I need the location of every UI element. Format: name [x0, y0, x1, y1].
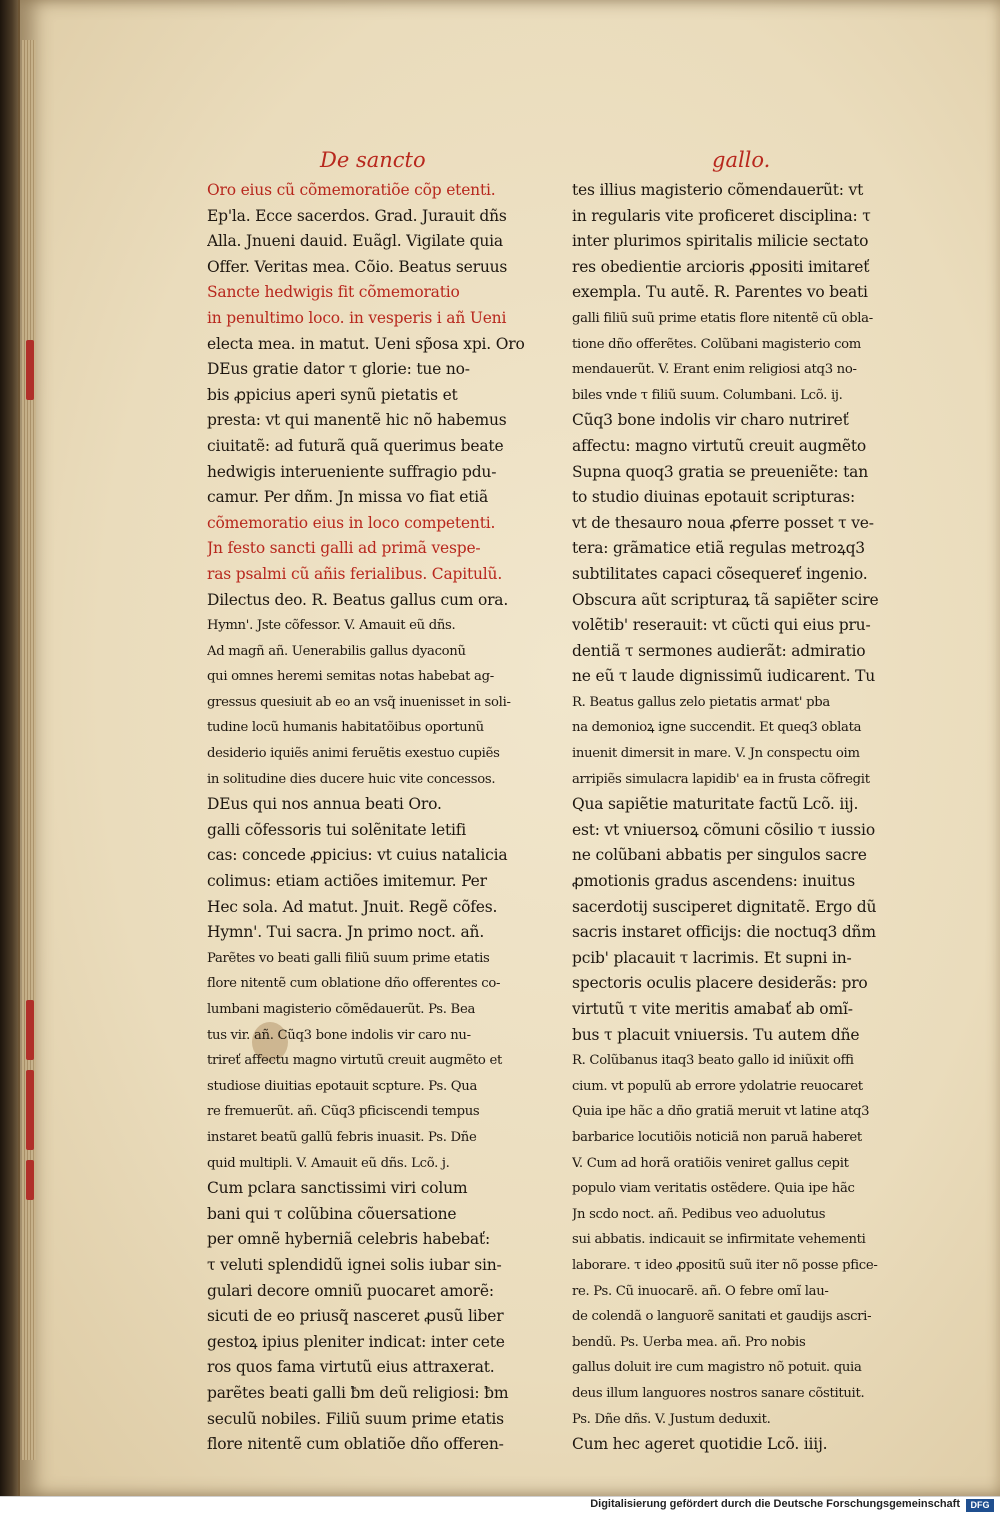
text-line: Quia ipe hãc a dño gratiã meruit vt latine atq3	[572, 1104, 870, 1120]
left-text-column	[207, 178, 565, 1458]
text-line: tera: grãmatice etiã regulas metroꝝq3	[572, 539, 865, 558]
text-line: studiose diuitias epotauit scpture. Ps. Qua	[207, 1078, 478, 1094]
text-line: bus τ placuit vniuersis. Tu autem dñe	[572, 1025, 860, 1044]
text-line: gallus doluit ire cum magistro nõ potuit. quia	[572, 1360, 862, 1376]
text-line: instaret beatũ gallũ febris inuasit. Ps. Dñe	[207, 1129, 477, 1145]
text-line: seculũ nobiles. Filiũ suum prime etatis	[207, 1409, 504, 1428]
text-line: Sancte hedwigis fit cõmemoratio	[207, 283, 460, 302]
footer-bar	[0, 1496, 1000, 1515]
text-line: sui abbatis. indicauit se infirmitate vehementi	[572, 1232, 866, 1248]
text-line: tudine locũ humanis habitatõibus oportunũ	[207, 720, 484, 736]
text-line: deus illum languores nostros sanare cõstituit.	[572, 1385, 865, 1401]
text-line: sicuti de eo priusq̃ nasceret ꝓusũ liber	[207, 1307, 504, 1326]
text-line: bendũ. Ps. Uerba mea. añ. Pro nobis	[572, 1334, 806, 1350]
text-line: galli filiũ suũ prime etatis flore nitentẽ cũ obla-	[572, 310, 873, 326]
red-page-edge-mark	[26, 1000, 34, 1060]
text-line: re. Ps. Cũ inuocarẽ. añ. O febre omĩ lau-	[572, 1283, 829, 1299]
text-line: virtutũ τ vite meritis amabať ab omĩ-	[572, 1000, 853, 1018]
text-line: DEus gratie dator τ glorie: tue no-	[207, 360, 470, 379]
text-line: Jn scdo noct. añ. Pedibus veo aduolutus	[572, 1206, 826, 1222]
text-line: qui omnes heremi semitas notas habebat ag-	[207, 669, 494, 685]
text-line: res obedientie arcioris ꝓpositi imitareť	[572, 257, 870, 276]
text-line: galli cõfessoris tui solẽnitate letifi	[207, 820, 467, 839]
dfg-logo: DFG	[966, 1499, 994, 1512]
text-line: Jn festo sancti galli ad primã vespe-	[207, 539, 481, 558]
text-line: desiderio iquiẽs animi feruẽtis exestuo cupiẽs	[207, 746, 500, 762]
text-line: in solitudine dies ducere huic vite concessos.	[207, 771, 496, 787]
text-line: volẽtib' reserauit: vt cũcti qui eius pru-	[572, 616, 871, 635]
red-page-edge-mark	[26, 1070, 34, 1150]
text-line: cium. vt populũ ab errore ydolatrie reuocaret	[572, 1078, 863, 1094]
text-line: tes illius magisterio cõmendauerũt: vt	[572, 181, 864, 199]
text-line: Ad magñ añ. Uenerabilis gallus dyaconũ	[207, 643, 466, 659]
text-line: Oro eius cũ cõmemoratiõe cõp etenti.	[207, 181, 496, 199]
text-line: pcib' placauit τ lacrimis. Et supni in-	[572, 948, 852, 967]
red-page-edge-mark	[26, 340, 34, 400]
text-line: cõmemoratio eius in loco competenti.	[207, 513, 496, 532]
text-line: parẽtes beati galli ƀm deũ religiosi: ƀm	[207, 1383, 509, 1402]
text-line: mendauerũt. V. Erant enim religiosi atq3 no-	[572, 362, 857, 378]
text-line: bani qui τ colũbina cõuersatione	[207, 1204, 457, 1223]
page-edge-stack	[22, 40, 36, 1460]
text-line: inter plurimos spiritalis milicie sectato	[572, 232, 869, 251]
text-line: sacris instaret officijs: die noctuq3 dñm	[572, 923, 876, 942]
text-line: gulari decore omniũ puocaret amorẽ:	[207, 1281, 494, 1300]
text-line: exempla. Tu autẽ. R. Parentes vo beati	[572, 283, 868, 302]
text-line: tione dño offerẽtes. Colũbani magisterio com	[572, 336, 862, 352]
text-line: barbarice locutiõis noticiã non paruã haberet	[572, 1129, 862, 1145]
text-line: quid multipli. V. Amauit eũ dñs. Lcõ. j.	[207, 1155, 450, 1171]
header-left: De sancto	[320, 148, 426, 172]
text-line: per omnẽ hyberniã celebris habebať:	[207, 1230, 490, 1249]
text-line: gestoꝝ ipius pleniter indicat: inter cete	[207, 1332, 505, 1351]
text-line: R. Beatus gallus zelo pietatis armat' pba	[572, 694, 830, 710]
text-line: ros quos fama virtutũ eius attraxerat.	[207, 1358, 495, 1377]
text-line: ciuitatẽ: ad futurã quã querimus beate	[207, 436, 504, 455]
text-line: Cum pclara sanctissimi viri colum	[207, 1179, 468, 1198]
text-line: flore nitentẽ cum oblatiõe dño offeren-	[207, 1435, 504, 1454]
text-line: inuenit dimersit in mare. V. Jn conspectu oim	[572, 746, 860, 762]
text-line: trireť affectu magno virtutũ creuit augmẽto et	[207, 1053, 502, 1069]
text-line: de colendã o languorẽ sanitati et gaudijs ascri-	[572, 1309, 872, 1325]
text-line: cas: concede ꝓpicius: vt cuius natalicia	[207, 846, 508, 865]
text-line: re fremuerũt. añ. Cũq3 pficiscendi tempus	[207, 1104, 480, 1120]
text-line: subtilitates capaci cõsequereť ingenio.	[572, 564, 868, 583]
text-line: na demonioꝝ igne succendit. Et queq3 oblata	[572, 720, 862, 736]
text-line: est: vt vniuersoꝝ cõmuni cõsilio τ iussio	[572, 820, 875, 839]
text-line: vt de thesauro noua ꝓferre posset τ ve-	[572, 513, 874, 532]
funding-notice: Digitalisierung gefördert durch die Deutsche Forschungsgemeinschaft	[590, 1498, 960, 1510]
header-right: gallo.	[712, 148, 771, 172]
text-line: bis ꝓpicius aperi synũ pietatis et	[207, 385, 458, 404]
text-line: electa mea. in matut. Ueni sp̃osa xpi. Oro	[207, 334, 525, 353]
text-line: Qua sapiẽtie maturitate factũ Lcõ. iij.	[572, 795, 859, 814]
text-line: colimus: etiam actiões imitemur. Per	[207, 872, 487, 891]
text-line: biles vnde τ filiũ suum. Columbani. Lcõ. ij.	[572, 387, 843, 403]
text-line: ras psalmi cũ añis ferialibus. Capitulũ.	[207, 564, 503, 583]
text-line: Alla. Jnueni dauid. Euãgl. Vigilate quia	[207, 232, 503, 251]
text-line: presta: vt qui manentẽ hic nõ habemus	[207, 411, 507, 430]
text-line: camur. Per dñm. Jn missa vo fiat etiã	[207, 488, 489, 507]
text-line: in penultimo loco. in vesperis i añ Ueni	[207, 308, 507, 327]
text-line: ne colũbani abbatis per singulos sacre	[572, 846, 867, 865]
text-line: lumbani magisterio cõmẽdauerũt. Ps. Bea	[207, 1002, 476, 1017]
text-line: R. Colũbanus itaq3 beato gallo id iniũxit offi	[572, 1053, 854, 1069]
text-line: ꝓmotionis gradus ascendens: inuitus	[572, 872, 855, 891]
text-line: arripiẽs simulacra lapidib' ea in frusta cõfregit	[572, 771, 870, 787]
text-line: hedwigis interueniente suffragio pdu-	[207, 462, 497, 481]
text-line: DEus qui nos annua beati Oro.	[207, 795, 442, 814]
text-line: Hymn'. Tui sacra. Jn primo noct. añ.	[207, 923, 485, 942]
text-line: τ veluti splendidũ ignei solis iubar sin-	[207, 1255, 502, 1274]
manuscript-page	[18, 0, 1000, 1496]
text-line: sacerdotij susciperet dignitatẽ. Ergo dũ	[572, 897, 877, 916]
text-line: Ps. Dñe dñs. V. Justum deduxit.	[572, 1411, 771, 1427]
text-line: Cum hec ageret quotidie Lcõ. iiij.	[572, 1435, 828, 1454]
text-line: Supna quoq3 gratia se preueniẽte: tan	[572, 462, 868, 481]
text-line: V. Cum ad horã oratiõis veniret gallus cepit	[572, 1155, 849, 1171]
text-line: to studio diuinas epotauit scripturas:	[572, 488, 856, 507]
text-line: in regularis vite proficeret disciplina: τ	[572, 206, 871, 225]
red-page-edge-mark	[26, 1160, 34, 1200]
text-line: affectu: magno virtutũ creuit augmẽto	[572, 436, 867, 455]
text-line: dentiã τ sermones audierãt: admiratio	[572, 641, 866, 660]
text-line: spectoris oculis placere desiderãs: pro	[572, 974, 868, 993]
right-text-column	[572, 178, 942, 1458]
text-line: laborare. τ ideo ꝓpositũ suũ iter nõ posse pfice-	[572, 1257, 878, 1273]
text-line: Obscura aũt scripturaꝝ tã sapiẽter scire	[572, 590, 879, 609]
text-line: gressus quesiuit ab eo an vsq̃ inuenisset in soli-	[207, 694, 511, 710]
text-line: tus vir. añ. Cũq3 bone indolis vir caro nu-	[207, 1027, 471, 1043]
text-line: populo viam veritatis ostẽdere. Quia ipe hãc	[572, 1181, 855, 1197]
text-line: Ep'la. Ecce sacerdos. Grad. Jurauit dñs	[207, 206, 507, 225]
text-line: Offer. Veritas mea. Cõio. Beatus seruus	[207, 257, 508, 276]
text-line: flore nitentẽ cum oblatione dño offerentes co-	[207, 976, 501, 992]
text-line: Dilectus deo. R. Beatus gallus cum ora.	[207, 590, 509, 609]
text-line: Parẽtes vo beati galli filiũ suum prime etatis	[207, 950, 490, 966]
text-line: ne eũ τ laude dignissimũ iudicarent. Tu	[572, 667, 875, 686]
text-line: Hec sola. Ad matut. Jnuit. Regẽ cõfes.	[207, 897, 498, 916]
text-line: Cũq3 bone indolis vir charo nutrireť	[572, 411, 849, 430]
text-line: Hymn'. Jste cõfessor. V. Amauit eũ dñs.	[207, 618, 456, 634]
